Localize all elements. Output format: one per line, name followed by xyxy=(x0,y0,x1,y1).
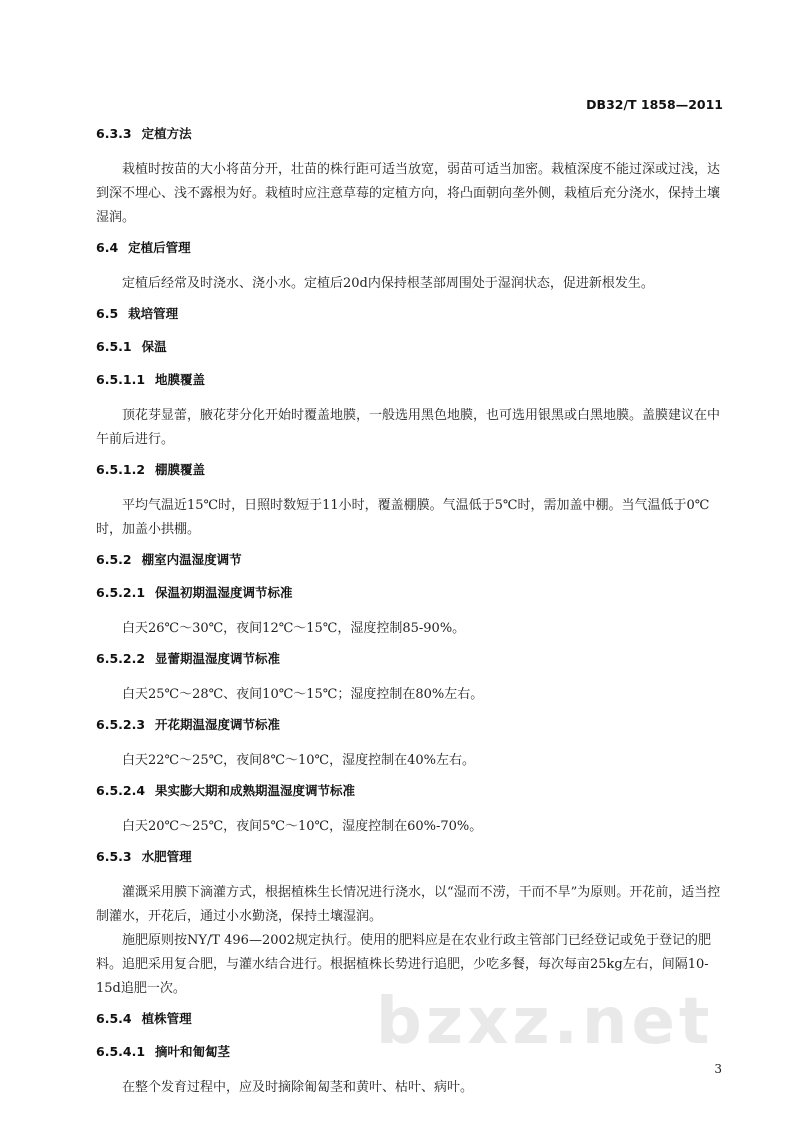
section-number: 6.5.2.2 xyxy=(96,651,146,666)
paragraph: 栽植时按苗的大小将苗分开，壮苗的株行距可适当放宽，弱苗可适当加密。栽植深度不能过深或过浅，达到深不埋心、浅不露根为好。栽植时应注意草莓的定植方向，将凸面朝向垄外侧，栽植后充分浇水，保持土壤湿润。 xyxy=(96,162,721,225)
section-heading-6-5-1-1 xyxy=(96,371,724,389)
section-heading-6-5-2-1 xyxy=(96,584,724,602)
page-content xyxy=(96,125,724,1109)
section-heading-6-5-1 xyxy=(96,338,724,356)
section-number: 6.5.4 xyxy=(96,1011,132,1026)
section-title: 定植后管理 xyxy=(128,240,191,255)
section-number: 6.5.1.1 xyxy=(96,372,146,387)
section-heading-6-5 xyxy=(96,305,724,323)
section-title: 显蕾期温湿度调节标准 xyxy=(155,651,281,666)
section-title: 定植方法 xyxy=(141,126,192,141)
paragraph: 平均气温近15℃时，日照时数短于11小时，覆盖棚膜。气温低于5℃时，需加盖中棚。当气温低于0℃时，加盖小拱棚。 xyxy=(96,498,710,537)
standard-code: DB32/T 1858—2011 xyxy=(586,97,723,112)
paragraph: 白天25℃～28℃、夜间10℃～15℃；湿度控制在80%左右。 xyxy=(122,687,484,702)
section-heading-6-4 xyxy=(96,239,724,257)
paragraph: 灌溉采用膜下滴灌方式，根据植株生长情况进行浇水，以“湿而不涝，干而不旱”为原则。开花前，适当控制灌水，开花后，通过小水勤浇，保持土壤湿润。 xyxy=(96,885,721,924)
page-number: 3 xyxy=(714,1062,722,1076)
section-heading-6-5-2-4 xyxy=(96,782,724,800)
section-number: 6.3.3 xyxy=(96,126,132,141)
section-number: 6.5.1.2 xyxy=(96,462,146,477)
section-title: 开花期温湿度调节标准 xyxy=(155,717,281,732)
section-heading-6-5-2-2 xyxy=(96,650,724,668)
paragraph: 定植后经常及时浇水、浇小水。定植后20d内保持根茎部周围处于湿润状态，促进新根发生。 xyxy=(122,276,654,291)
section-number: 6.5.1 xyxy=(96,339,132,354)
section-number: 6.5.4.1 xyxy=(96,1044,146,1059)
section-number: 6.4 xyxy=(96,240,119,255)
section-title: 果实膨大期和成熟期温湿度调节标准 xyxy=(155,783,356,798)
paragraph: 顶花芽显蕾，腋花芽分化开始时覆盖地膜，一般选用黑色地膜，也可选用银黑或白黑地膜。盖膜建议在中午前后进行。 xyxy=(96,408,721,447)
section-title: 保温初期温湿度调节标准 xyxy=(155,585,293,600)
section-number: 6.5.3 xyxy=(96,849,132,864)
section-title: 棚膜覆盖 xyxy=(155,462,206,477)
section-heading-6-3-3 xyxy=(96,125,724,143)
section-title: 保温 xyxy=(141,339,167,354)
section-heading-6-5-1-2 xyxy=(96,461,724,479)
section-heading-6-5-3 xyxy=(96,848,724,866)
section-title: 摘叶和匍匐茎 xyxy=(155,1044,231,1059)
section-number: 6.5.2.3 xyxy=(96,717,146,732)
section-title: 棚室内温湿度调节 xyxy=(141,552,242,567)
paragraph: 在整个发育过程中，应及时摘除匍匐茎和黄叶、枯叶、病叶。 xyxy=(122,1080,474,1095)
section-title: 地膜覆盖 xyxy=(155,372,206,387)
section-title: 水肥管理 xyxy=(141,849,192,864)
section-number: 6.5.2.1 xyxy=(96,585,146,600)
section-heading-6-5-2-3 xyxy=(96,716,724,734)
section-title: 栽培管理 xyxy=(128,306,179,321)
paragraph: 白天26℃～30℃，夜间12℃～15℃，湿度控制85-90%。 xyxy=(122,621,466,636)
paragraph: 白天22℃～25℃，夜间8℃～10℃，湿度控制在40%左右。 xyxy=(122,753,475,768)
section-heading-6-5-2 xyxy=(96,551,724,569)
paragraph: 白天20℃～25℃，夜间5℃～10℃，湿度控制在60%-70%。 xyxy=(122,819,483,834)
paragraph: 施肥原则按NY/T 496—2002规定执行。使用的肥料应是在农业行政主管部门已经登记或免于登记的肥料。追肥采用复合肥，与灌水结合进行。根据植株长势进行追肥，少吃多餐，每次每亩25kg左右，间隔10-15d追肥一次。 xyxy=(96,933,712,996)
section-number: 6.5.2 xyxy=(96,552,132,567)
section-number: 6.5.2.4 xyxy=(96,783,146,798)
watermark: bzxz.net xyxy=(376,985,714,1059)
section-number: 6.5 xyxy=(96,306,119,321)
section-title: 植株管理 xyxy=(141,1011,192,1026)
